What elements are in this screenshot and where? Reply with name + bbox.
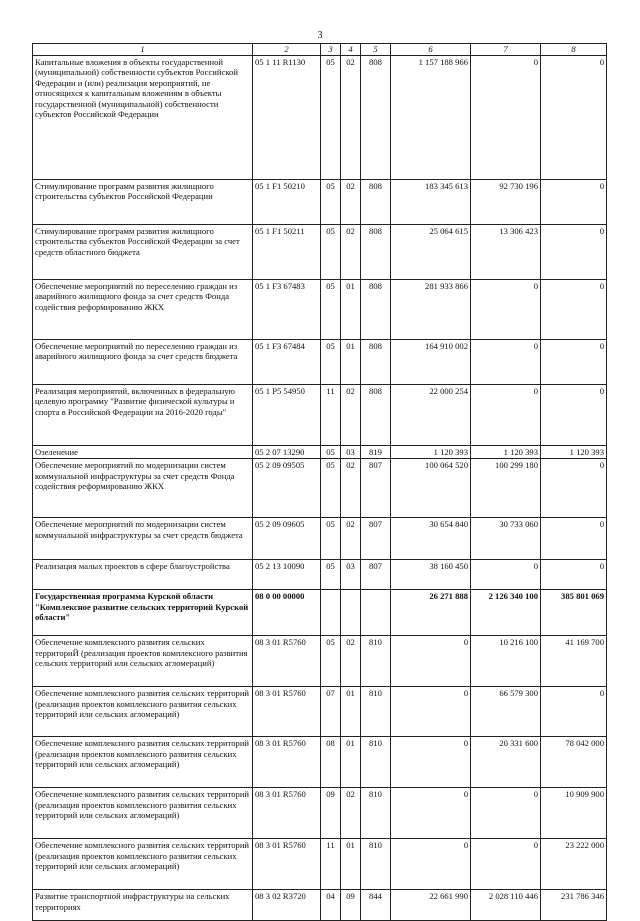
row-code-cell: 05 1 F1 50211 xyxy=(253,224,321,279)
header-cell: 7 xyxy=(471,44,541,56)
row-value-1-cell: 1 120 393 xyxy=(391,445,471,459)
row-section-cell: 07 xyxy=(321,687,341,737)
row-value-2-cell: 92 730 196 xyxy=(471,179,541,224)
row-subsection-cell: 02 xyxy=(341,179,361,224)
row-grbs-cell: 808 xyxy=(361,224,391,279)
row-grbs-cell: 807 xyxy=(361,560,391,590)
row-grbs-cell: 810 xyxy=(361,839,391,890)
row-value-1-cell: 25 064 615 xyxy=(391,224,471,279)
row-subsection-cell: 02 xyxy=(341,224,361,279)
row-name-cell: Реализация мероприятий, включенных в федеральную целевую программу "Развитие физической культуры и спорта в Российской Федерации на 2016-2020 годы" xyxy=(33,384,253,445)
table-row xyxy=(33,788,607,839)
row-subsection-cell: 01 xyxy=(341,339,361,384)
row-value-2-cell: 66 579 300 xyxy=(471,687,541,737)
row-name-cell: Капитальные вложения в объекты государственной (муниципальной) собственности субъектов Российской Федерации и (или) реализация мероприятий, не относящихся к капитальным вложениям в объекты государственной (муниципальной) собственности субъектов Российской Федерации xyxy=(33,55,253,179)
row-value-3-cell: 385 801 069 xyxy=(541,590,607,636)
header-cell: 5 xyxy=(361,44,391,56)
row-subsection-cell: 09 xyxy=(341,890,361,921)
row-subsection-cell: 02 xyxy=(341,384,361,445)
row-grbs-cell: 844 xyxy=(361,890,391,921)
row-grbs-cell: 810 xyxy=(361,636,391,687)
row-grbs-cell: 808 xyxy=(361,55,391,179)
row-value-3-cell: 41 169 700 xyxy=(541,636,607,687)
row-section-cell: 05 xyxy=(321,445,341,459)
row-section-cell: 05 xyxy=(321,55,341,179)
row-value-2-cell: 13 306 423 xyxy=(471,224,541,279)
row-subsection-cell: 01 xyxy=(341,687,361,737)
table-row xyxy=(33,560,607,590)
row-value-3-cell: 0 xyxy=(541,518,607,560)
row-grbs-cell: 810 xyxy=(361,687,391,737)
budget-table xyxy=(32,43,607,921)
row-code-cell: 08 3 01 R5760 xyxy=(253,839,321,890)
row-section-cell: 08 xyxy=(321,737,341,788)
row-code-cell: 05 2 09 09505 xyxy=(253,459,321,518)
row-code-cell: 05 1 F3 67484 xyxy=(253,339,321,384)
table-row xyxy=(33,590,607,636)
row-value-2-cell: 0 xyxy=(471,560,541,590)
row-code-cell: 05 1 P5 54950 xyxy=(253,384,321,445)
row-section-cell: 05 xyxy=(321,636,341,687)
row-value-1-cell: 100 064 520 xyxy=(391,459,471,518)
row-section-cell: 05 xyxy=(321,459,341,518)
row-code-cell: 08 3 01 R5760 xyxy=(253,788,321,839)
row-value-3-cell: 0 xyxy=(541,179,607,224)
row-code-cell: 08 3 01 R5760 xyxy=(253,636,321,687)
row-value-2-cell: 30 733 060 xyxy=(471,518,541,560)
table-row xyxy=(33,890,607,921)
row-subsection-cell: 02 xyxy=(341,788,361,839)
table-row xyxy=(33,224,607,279)
row-subsection-cell: 03 xyxy=(341,560,361,590)
row-section-cell: 05 xyxy=(321,560,341,590)
row-code-cell: 05 1 F1 50210 xyxy=(253,179,321,224)
table-row xyxy=(33,279,607,339)
row-value-2-cell: 0 xyxy=(471,55,541,179)
row-name-cell: Обеспечение мероприятий по переселению граждан из аварийного жилищного фонда за счет средств бюджета xyxy=(33,339,253,384)
table-row xyxy=(33,518,607,560)
row-value-3-cell: 0 xyxy=(541,560,607,590)
row-value-1-cell: 281 933 866 xyxy=(391,279,471,339)
row-grbs-cell: 819 xyxy=(361,445,391,459)
row-subsection-cell: 02 xyxy=(341,518,361,560)
row-value-2-cell: 0 xyxy=(471,339,541,384)
table-row xyxy=(33,384,607,445)
row-name-cell: Обеспечение комплексного развития сельских территориЙ (реализация проектов комплексного развития сельских территорий или сельских агломераций) xyxy=(33,636,253,687)
row-name-cell: Обеспечение комплексного развития сельских территорий (реализация проектов комплексного развития сельских территорий или сельских агломераций) xyxy=(33,687,253,737)
row-subsection-cell: 01 xyxy=(341,279,361,339)
row-subsection-cell: 02 xyxy=(341,459,361,518)
row-subsection-cell: 01 xyxy=(341,839,361,890)
row-value-1-cell: 0 xyxy=(391,839,471,890)
row-value-3-cell: 0 xyxy=(541,224,607,279)
row-code-cell: 05 1 F3 67483 xyxy=(253,279,321,339)
row-value-1-cell: 26 271 888 xyxy=(391,590,471,636)
row-value-3-cell: 10 909 900 xyxy=(541,788,607,839)
table-row xyxy=(33,55,607,179)
row-subsection-cell: 02 xyxy=(341,636,361,687)
row-code-cell: 05 1 11 R1130 xyxy=(253,55,321,179)
row-value-2-cell: 2 126 340 100 xyxy=(471,590,541,636)
row-grbs-cell: 808 xyxy=(361,279,391,339)
row-value-2-cell: 100 299 180 xyxy=(471,459,541,518)
row-value-1-cell: 0 xyxy=(391,788,471,839)
table-row xyxy=(33,179,607,224)
table-row xyxy=(33,687,607,737)
row-value-3-cell: 1 120 393 xyxy=(541,445,607,459)
row-value-1-cell: 0 xyxy=(391,737,471,788)
row-code-cell: 05 2 09 09605 xyxy=(253,518,321,560)
row-value-3-cell: 0 xyxy=(541,55,607,179)
row-section-cell: 05 xyxy=(321,224,341,279)
row-section-cell: 11 xyxy=(321,384,341,445)
table-row xyxy=(33,445,607,459)
table-row xyxy=(33,737,607,788)
row-code-cell: 08 3 01 R5760 xyxy=(253,687,321,737)
header-cell: 4 xyxy=(341,44,361,56)
row-value-2-cell: 0 xyxy=(471,788,541,839)
row-name-cell: Обеспечение мероприятий по переселению граждан из аварийного жилищного фонда за счет средств Фонда содействия реформированию ЖКХ xyxy=(33,279,253,339)
table-row xyxy=(33,636,607,687)
page-number: 3 xyxy=(317,30,323,41)
row-section-cell: 05 xyxy=(321,279,341,339)
row-value-3-cell: 0 xyxy=(541,384,607,445)
row-value-3-cell: 23 222 000 xyxy=(541,839,607,890)
row-value-1-cell: 0 xyxy=(391,636,471,687)
row-value-3-cell: 0 xyxy=(541,279,607,339)
row-code-cell: 08 0 00 00000 xyxy=(253,590,321,636)
row-value-1-cell: 38 160 450 xyxy=(391,560,471,590)
row-code-cell: 05 2 13 10090 xyxy=(253,560,321,590)
row-value-1-cell: 22 661 990 xyxy=(391,890,471,921)
row-value-2-cell: 10 216 100 xyxy=(471,636,541,687)
row-grbs-cell: 808 xyxy=(361,384,391,445)
header-cell: 8 xyxy=(541,44,607,56)
row-value-2-cell: 0 xyxy=(471,384,541,445)
row-grbs-cell: 810 xyxy=(361,737,391,788)
row-section-cell xyxy=(321,590,341,636)
table-row xyxy=(33,459,607,518)
header-row xyxy=(33,44,607,56)
row-subsection-cell: 01 xyxy=(341,737,361,788)
row-name-cell: Стимулирование программ развития жилищного строительства субъектов Российской Федерации xyxy=(33,179,253,224)
header-cell: 6 xyxy=(391,44,471,56)
row-name-cell: Обеспечение комплексного развития сельских территорий (реализация проектов комплексного развития сельских территорий или сельских агломераций) xyxy=(33,737,253,788)
row-value-3-cell: 0 xyxy=(541,687,607,737)
row-subsection-cell xyxy=(341,590,361,636)
row-value-1-cell: 1 157 188 966 xyxy=(391,55,471,179)
row-value-3-cell: 231 786 346 xyxy=(541,890,607,921)
header-cell: 3 xyxy=(321,44,341,56)
row-name-cell: Обеспечение мероприятий по модернизации систем коммунальной инфраструктуры за счет средств Фонда содействия реформированию ЖКХ xyxy=(33,459,253,518)
row-name-cell: Обеспечение комплексного развития сельских территорий (реализация проектов комплексного развития сельских территорий или сельских агломераций) xyxy=(33,839,253,890)
row-code-cell: 08 3 01 R5760 xyxy=(253,737,321,788)
row-grbs-cell: 810 xyxy=(361,788,391,839)
row-grbs-cell: 808 xyxy=(361,179,391,224)
row-grbs-cell: 807 xyxy=(361,459,391,518)
row-grbs-cell xyxy=(361,590,391,636)
row-subsection-cell: 02 xyxy=(341,55,361,179)
row-section-cell: 05 xyxy=(321,179,341,224)
row-section-cell: 05 xyxy=(321,339,341,384)
row-section-cell: 05 xyxy=(321,518,341,560)
table-row xyxy=(33,339,607,384)
row-code-cell: 08 3 02 R3720 xyxy=(253,890,321,921)
row-value-2-cell: 1 120 393 xyxy=(471,445,541,459)
header-cell: 2 xyxy=(253,44,321,56)
table-row xyxy=(33,839,607,890)
row-code-cell: 05 2 07 13290 xyxy=(253,445,321,459)
row-name-cell: Реализация малых проектов в сфере благоустройства xyxy=(33,560,253,590)
row-name-cell: Стимулирование программ развития жилищного строительства субъектов Российской Федерации за счет средств областного бюджета xyxy=(33,224,253,279)
row-value-1-cell: 22 000 254 xyxy=(391,384,471,445)
row-value-2-cell: 2 028 110 446 xyxy=(471,890,541,921)
row-value-3-cell: 0 xyxy=(541,459,607,518)
row-value-1-cell: 183 345 613 xyxy=(391,179,471,224)
row-value-3-cell: 0 xyxy=(541,339,607,384)
row-value-1-cell: 0 xyxy=(391,687,471,737)
row-value-2-cell: 0 xyxy=(471,839,541,890)
row-grbs-cell: 808 xyxy=(361,339,391,384)
row-name-cell: Обеспечение мероприятий по модернизации систем коммунальной инфраструктуры за счет средств бюджета xyxy=(33,518,253,560)
row-value-1-cell: 30 654 840 xyxy=(391,518,471,560)
row-value-3-cell: 78 042 000 xyxy=(541,737,607,788)
row-grbs-cell: 807 xyxy=(361,518,391,560)
row-name-cell: Развитие транспортной инфраструктуры на сельских территориях xyxy=(33,890,253,921)
row-section-cell: 04 xyxy=(321,890,341,921)
row-name-cell: Озеленение xyxy=(33,445,253,459)
row-section-cell: 11 xyxy=(321,839,341,890)
row-value-1-cell: 164 910 002 xyxy=(391,339,471,384)
row-value-2-cell: 0 xyxy=(471,279,541,339)
row-name-cell: Обеспечение комплексного развития сельских территорий (реализация проектов комплексного развития сельских территорий или сельских агломераций) xyxy=(33,788,253,839)
row-subsection-cell: 03 xyxy=(341,445,361,459)
row-section-cell: 09 xyxy=(321,788,341,839)
row-value-2-cell: 20 331 600 xyxy=(471,737,541,788)
header-cell: 1 xyxy=(33,44,253,56)
row-name-cell: Государственная программа Курской области "Комплексное развитие сельских территорий Курской области" xyxy=(33,590,253,636)
